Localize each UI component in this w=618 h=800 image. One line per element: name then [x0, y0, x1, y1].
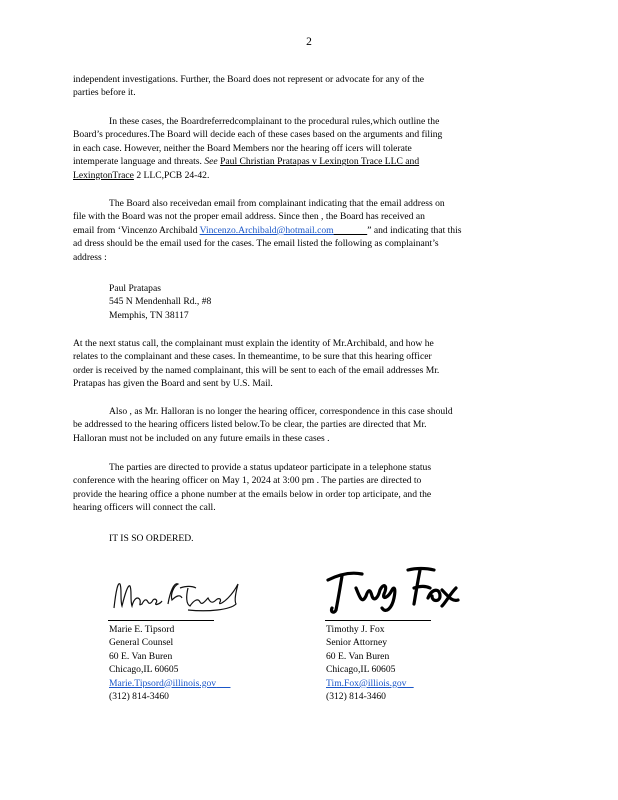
text-line: hearing officers will connect the call.	[73, 502, 216, 514]
text-line	[73, 169, 531, 182]
paragraph-3	[73, 197, 531, 264]
signer-name: Timothy J. Fox	[326, 624, 385, 635]
text-line: At the next status call, the complainant must explain the identity of Mr.Archibald, and how he	[73, 338, 434, 349]
see-signal: See	[204, 156, 218, 168]
address-line: Memphis, TN 38117	[109, 309, 189, 321]
text-line: conference with the hearing officer on May 1, 2024 at 3:00 pm . The parties are directed to	[73, 475, 422, 487]
case-citation: Paul Christian Pratapas v Lexington Trace LLC and	[220, 156, 420, 168]
text-line: Halloran must not be included on any future emails in these cases .	[73, 432, 330, 444]
case-citation-cont: LexingtonTrace	[73, 169, 134, 181]
signer-email-row	[326, 677, 414, 690]
signer-block-fox	[326, 623, 414, 703]
text-segment: ” and indicating that this	[367, 224, 462, 236]
text-line	[73, 155, 531, 168]
signature-line-left	[108, 620, 214, 621]
signer-street: 60 E. Van Buren	[109, 650, 173, 662]
text-line: The Board also receivedan email from complainant indicating that the email address on	[109, 198, 445, 209]
fox-signature	[322, 558, 467, 618]
underline-gap	[406, 678, 413, 689]
signer-title: General Counsel	[109, 637, 174, 649]
paragraph-6	[73, 461, 531, 515]
text-line: parties before it.	[73, 87, 136, 99]
text-line: order is received by the named complainant, this will be sent to each of the email addresses Mr.	[73, 364, 440, 376]
signer-email-row	[109, 677, 230, 690]
text-line: in each case. However, neither the Board Members nor the hearing off icers will tolerate	[73, 142, 412, 154]
tipsord-signature	[108, 570, 248, 618]
paragraph-4	[73, 337, 531, 391]
so-ordered: IT IS SO ORDERED.	[109, 533, 194, 544]
text-line: be addressed to the hearing officers listed below.To be clear, the parties are directed that Mr.	[73, 419, 427, 431]
signature-line-right	[325, 620, 431, 621]
signer-title: Senior Attorney	[326, 637, 388, 649]
underline-gap	[216, 678, 230, 689]
text-line: Also , as Mr. Halloran is no longer the hearing officer, correspondence in this case should	[109, 406, 453, 417]
signer-email-link[interactable]: Tim.Fox@illiois.gov	[326, 677, 407, 689]
paragraph-5	[73, 405, 531, 445]
text-line: provide the hearing office a phone number at the emails below in order top articipate, and the	[73, 488, 432, 500]
text-line: ad dress should be the email used for the cases. The email listed the following as complainant’s	[73, 238, 439, 250]
paragraph-2	[73, 115, 531, 182]
underline-gap	[334, 225, 368, 236]
signer-name: Marie E. Tipsord	[109, 624, 175, 635]
signer-phone: (312) 814-3460	[109, 691, 169, 703]
paragraph-1	[73, 73, 531, 100]
text-line: independent investigations. Further, the Board does not represent or advocate for any of the	[73, 74, 425, 85]
complainant-address	[109, 282, 211, 322]
address-line: Paul Pratapas	[109, 283, 161, 294]
text-line: address :	[73, 251, 107, 263]
text-line	[73, 224, 531, 237]
signer-email-link[interactable]: Marie.Tipsord@illinois.gov	[109, 677, 217, 689]
text-line: Board’s procedures.The Board will decide each of these cases based on the arguments and filing	[73, 129, 443, 141]
text-segment: intemperate language and threats.	[73, 156, 202, 168]
email-link-archibald[interactable]: Vincenzo.Archibald@hotmail.com	[199, 224, 334, 236]
text-segment: 2 LLC,PCB 24-42.	[133, 169, 210, 181]
text-line: file with the Board was not the proper email address. Since then , the Board has received an	[73, 211, 425, 223]
signer-city: Chicago,IL 60605	[326, 664, 396, 676]
text-line: In these cases, the Boardreferredcomplainant to the procedural rules,which outline the	[109, 116, 440, 127]
text-line: The parties are directed to provide a status updateor participate in a telephone status	[109, 462, 432, 473]
signer-street: 60 E. Van Buren	[326, 650, 390, 662]
text-segment: email from ‘Vincenzo Archibald	[73, 224, 200, 236]
page-number: 2	[306, 36, 312, 48]
signer-block-tipsord	[109, 623, 230, 703]
signer-phone: (312) 814-3460	[326, 691, 386, 703]
text-line: Pratapas has given the Board and sent by U.S. Mail.	[73, 378, 273, 390]
text-line: relates to the complainant and these cases. In themeantime, to be sure that this hearing officer	[73, 351, 432, 363]
signer-city: Chicago,IL 60605	[109, 664, 179, 676]
address-line: 545 N Mendenhall Rd., #8	[109, 296, 212, 308]
